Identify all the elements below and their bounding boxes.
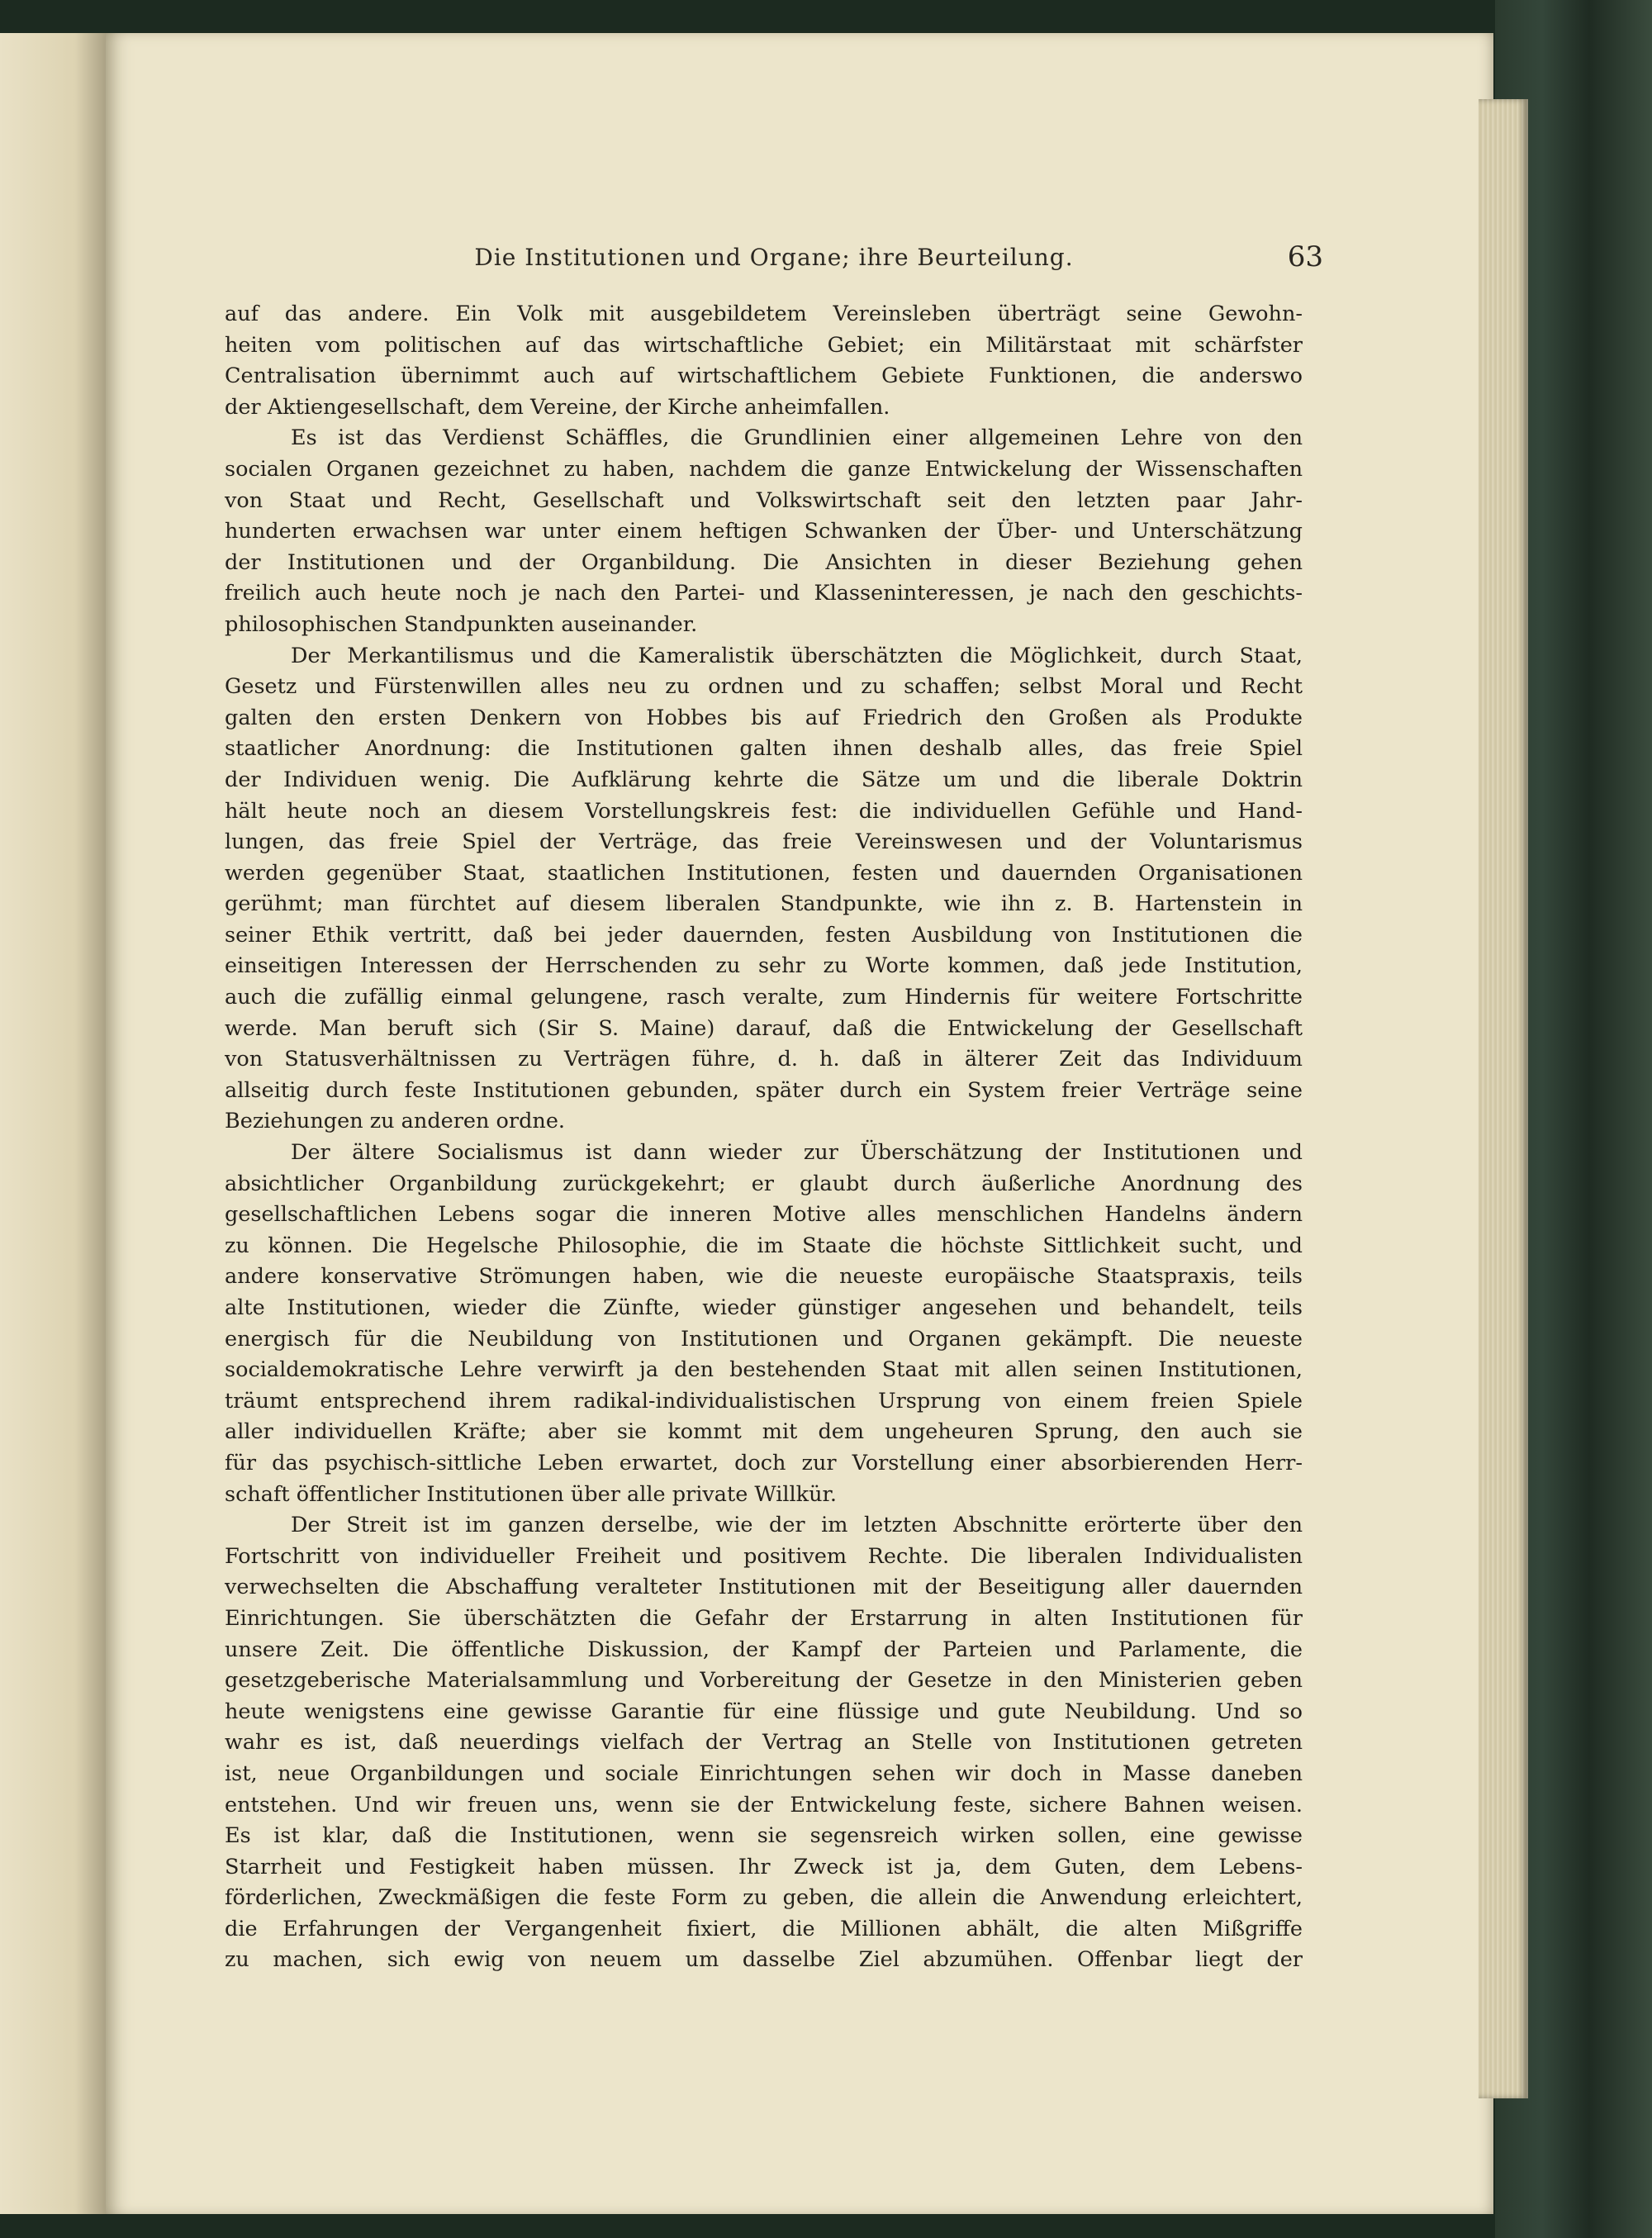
paragraph	[225, 423, 1303, 640]
text-line: Der ältere Socialismus ist dann wieder zur Überschätzung der Institutionen und	[291, 1140, 1303, 1166]
body-text	[225, 299, 1303, 1976]
text-line: freilich auch heute noch je nach den Partei- und Klasseninteressen, je nach den geschichts-	[225, 581, 1303, 606]
text-line: Fortschritt von individueller Freiheit und positivem Rechte. Die liberalen Individualisten	[225, 1543, 1303, 1569]
text-line: förderlichen, Zweckmäßigen die feste Form zu geben, die allein die Anwendung erleichtert,	[225, 1885, 1303, 1911]
text-line: Beziehungen zu anderen ordne.	[225, 1109, 566, 1134]
text-line: von Statusverhältnissen zu Verträgen führe, d. h. daß in älterer Zeit das Individuum	[225, 1047, 1303, 1072]
text-line: schaft öffentlicher Institutionen über alle private Willkür.	[225, 1481, 838, 1507]
text-line: allseitig durch feste Institutionen gebunden, später durch ein System freier Verträge seine	[225, 1077, 1303, 1103]
text-line: seiner Ethik vertritt, daß bei jeder dauernden, festen Ausbildung von Institutionen die	[225, 922, 1303, 948]
text-line: gesetzgeberische Materialsammlung und Vorbereitung der Gesetze in den Ministerien geben	[225, 1668, 1303, 1694]
text-line: für das psychisch-sittliche Leben erwartet, doch zur Vorstellung einer absorbierenden Herr-	[225, 1450, 1303, 1475]
text-line: der Institutionen und der Organbildung. Die Ansichten in dieser Beziehung gehen	[225, 549, 1303, 575]
text-line: wahr es ist, daß neuerdings vielfach der Vertrag an Stelle von Institutionen getreten	[225, 1730, 1303, 1756]
text-line: Der Merkantilismus und die Kameralistik überschätzten die Möglichkeit, durch Staat,	[291, 643, 1303, 668]
text-line: energisch für die Neubildung von Institutionen und Organen gekämpft. Die neueste	[225, 1326, 1303, 1352]
text-line: gesellschaftlichen Lebens sogar die inneren Motive alles menschlichen Handelns ändern	[225, 1202, 1303, 1228]
text-line: socialdemokratische Lehre verwirft ja den bestehenden Staat mit allen seinen Institutionen,	[225, 1357, 1303, 1383]
text-line: andere konservative Strömungen haben, wie die neueste europäische Staatspraxis, teils	[225, 1264, 1303, 1290]
text-line: werde. Man beruft sich (Sir S. Maine) darauf, daß die Entwickelung der Gesellschaft	[225, 1015, 1303, 1041]
running-head	[225, 240, 1323, 285]
text-line: von Staat und Recht, Gesellschaft und Volkswirtschaft seit den letzten paar Jahr-	[225, 487, 1303, 513]
text-line: Centralisation übernimmt auch auf wirtschaftlichem Gebiete Funktionen, die anderswo	[225, 363, 1303, 389]
text-line: staatlicher Anordnung: die Institutionen galten ihnen deshalb alles, das freie Spiel	[225, 736, 1303, 762]
text-line: galten den ersten Denkern von Hobbes bis auf Friedrich den Großen als Produkte	[225, 705, 1303, 730]
paragraph	[225, 641, 1303, 1138]
text-line: entstehen. Und wir freuen uns, wenn sie der Entwickelung feste, sichere Bahnen weisen.	[225, 1792, 1303, 1817]
text-line: heiten vom politischen auf das wirtschaftliche Gebiet; ein Militärstaat mit schärfster	[225, 332, 1303, 358]
page-number: 63	[1287, 240, 1323, 273]
text-line: Es ist das Verdienst Schäffles, die Grundlinien einer allgemeinen Lehre von den	[291, 425, 1303, 451]
text-line: zu können. Die Hegelsche Philosophie, die im Staate die höchste Sittlichkeit sucht, und	[225, 1233, 1303, 1258]
text-line: werden gegenüber Staat, staatlichen Institutionen, festen und dauernden Organisationen	[225, 860, 1303, 886]
text-line: auf das andere. Ein Volk mit ausgebildetem Vereinsleben überträgt seine Gewohn-	[225, 302, 1303, 326]
text-line: einseitigen Interessen der Herrschenden zu sehr zu Worte kommen, daß jede Institution,	[225, 953, 1303, 979]
text-line: die Erfahrungen der Vergangenheit fixiert, die Millionen abhält, die alten Mißgriffe	[225, 1916, 1303, 1941]
text-line: Es ist klar, daß die Institutionen, wenn sie segensreich wirken sollen, eine gewisse	[225, 1823, 1303, 1849]
text-line: auch die zufällig einmal gelungene, rasch veralte, zum Hindernis für weitere Fortschritte	[225, 985, 1303, 1010]
text-line: gerühmt; man fürchtet auf diesem liberalen Standpunkte, wie ihn z. B. Hartenstein in	[225, 891, 1303, 917]
text-line: verwechselten die Abschaffung veralteter Institutionen mit der Beseitigung aller dauernden	[225, 1575, 1303, 1600]
text-line: Der Streit ist im ganzen derselbe, wie der im letzten Abschnitte erörterte über den	[291, 1513, 1303, 1538]
text-line: absichtlicher Organbildung zurückgekehrt; er glaubt durch äußerliche Anordnung des	[225, 1171, 1303, 1196]
text-line: der Aktiengesellschaft, dem Vereine, der Kirche anheimfallen.	[225, 394, 890, 420]
paragraph	[225, 1510, 1303, 1976]
text-line: philosophischen Standpunkten auseinander.	[225, 611, 698, 637]
text-line: aller individuellen Kräfte; aber sie kommt mit dem ungeheuren Sprung, den auch sie	[225, 1419, 1303, 1445]
text-line: Einrichtungen. Sie überschätzten die Gefahr der Erstarrung in alten Institutionen für	[225, 1605, 1303, 1631]
text-line: socialen Organen gezeichnet zu haben, nachdem die ganze Entwickelung der Wissenschaften	[225, 456, 1303, 482]
running-head-title: Die Institutionen und Organe; ihre Beurteilung.	[474, 244, 1074, 271]
paragraph	[225, 1138, 1303, 1510]
facing-page-edge	[0, 33, 107, 2214]
text-line: hält heute noch an diesem Vorstellungskreis fest: die individuellen Gefühle und Hand-	[225, 798, 1303, 824]
page-stack-edge	[1479, 99, 1528, 2098]
text-line: heute wenigstens eine gewisse Garantie für eine flüssige und gute Neubildung. Und so	[225, 1699, 1303, 1724]
text-line: zu machen, sich ewig von neuem um dasselbe Ziel abzumühen. Offenbar liegt der	[225, 1947, 1303, 1973]
text-line: alte Institutionen, wieder die Zünfte, wieder günstiger angesehen und behandelt, teils	[225, 1295, 1303, 1320]
text-line: Gesetz und Fürstenwillen alles neu zu ordnen und zu schaffen; selbst Moral und Recht	[225, 674, 1303, 700]
text-line: Starrheit und Festigkeit haben müssen. Ihr Zweck ist ja, dem Guten, dem Lebens-	[225, 1854, 1303, 1879]
text-line: hunderten erwachsen war unter einem heftigen Schwanken der Über- und Unterschätzung	[225, 519, 1303, 544]
text-line: unsere Zeit. Die öffentliche Diskussion, der Kampf der Parteien und Parlamente, die	[225, 1637, 1303, 1662]
text-line: ist, neue Organbildungen und sociale Einrichtungen sehen wir doch in Masse daneben	[225, 1760, 1303, 1786]
paragraph	[225, 299, 1303, 423]
text-line: träumt entsprechend ihrem radikal-individualistischen Ursprung von einem freien Spiele	[225, 1388, 1303, 1414]
text-line: lungen, das freie Spiel der Verträge, das freie Vereinswesen und der Voluntarismus	[225, 829, 1303, 855]
text-line: der Individuen wenig. Die Aufklärung kehrte die Sätze um und die liberale Doktrin	[225, 767, 1303, 792]
